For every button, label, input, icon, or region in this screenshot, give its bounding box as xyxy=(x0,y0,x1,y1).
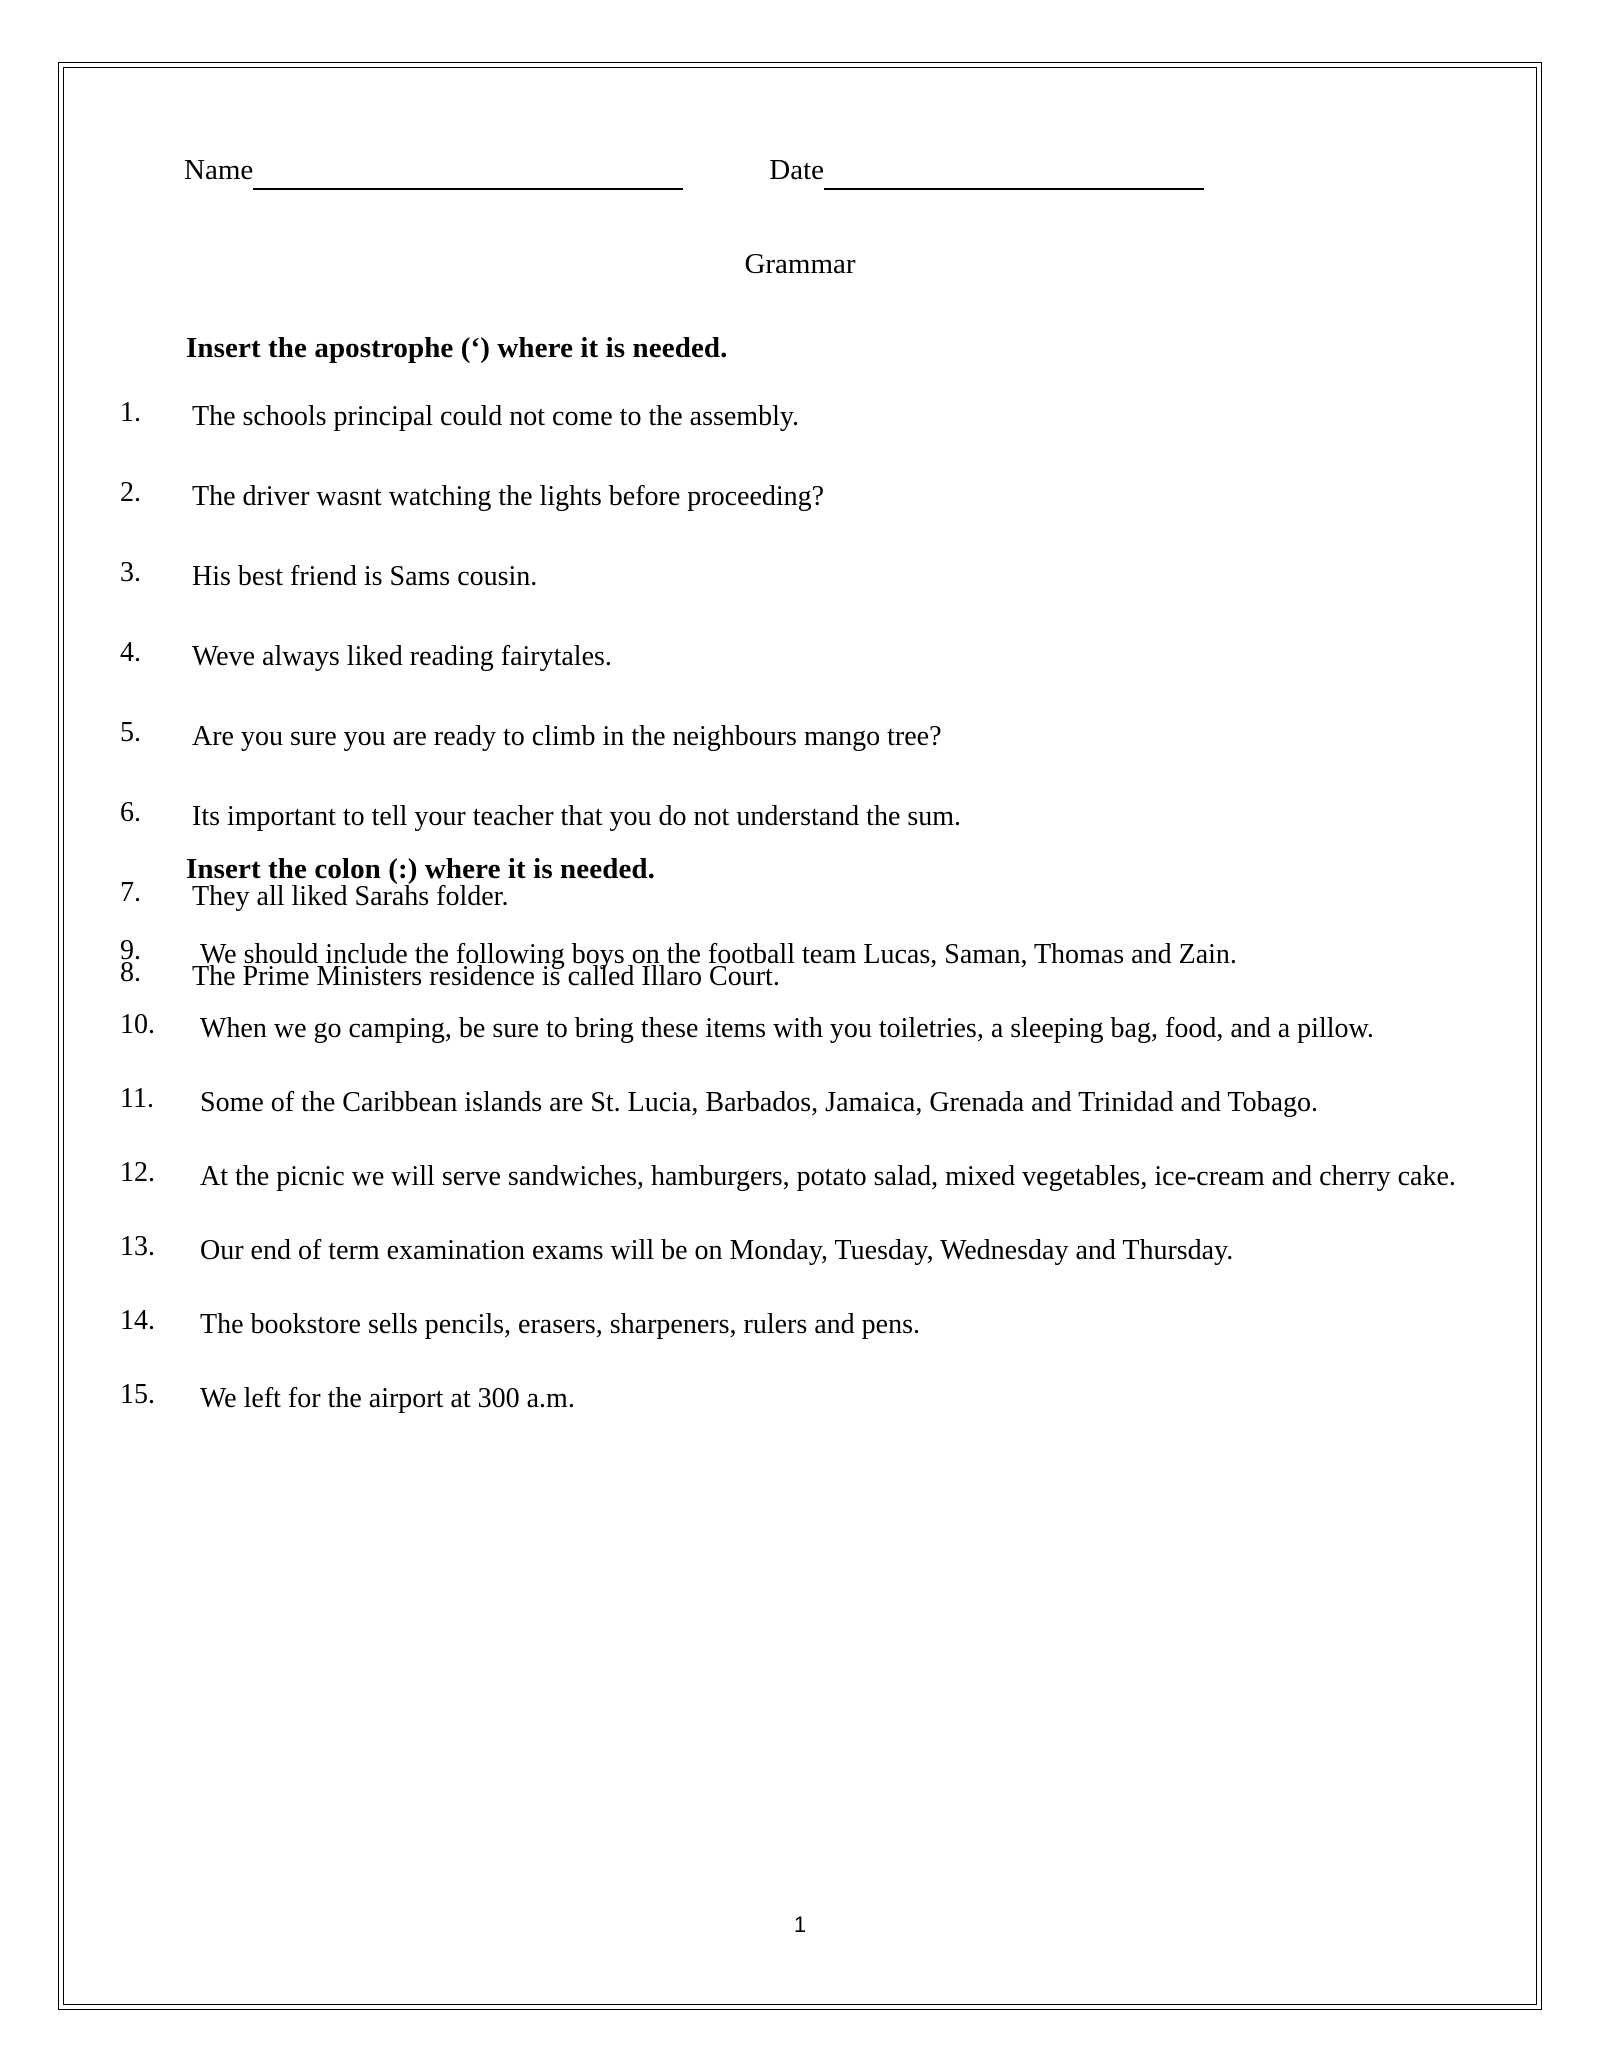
question-number: 3. xyxy=(120,557,141,588)
list-item xyxy=(64,555,1536,599)
question-text: When we go camping, be sure to bring these items with you toiletries, a sleeping bag, food, and a pillow. xyxy=(200,1013,1374,1044)
page-title: Grammar xyxy=(744,248,856,280)
name-label: Name xyxy=(184,154,254,186)
question-number: 11. xyxy=(120,1083,154,1114)
page-number: 1 xyxy=(793,1912,807,1937)
student-info-row xyxy=(184,150,1504,190)
question-text: The Prime Ministers residence is called Illaro Court. xyxy=(192,961,780,992)
question-text: His best friend is Sams cousin. xyxy=(192,561,538,592)
question-number: 8. xyxy=(120,957,141,988)
question-number: 12. xyxy=(120,1157,155,1188)
question-number: 9. xyxy=(120,935,141,966)
list-item xyxy=(64,475,1536,519)
list-item xyxy=(64,1303,1536,1347)
list-item xyxy=(64,395,1536,439)
question-text: The driver wasnt watching the lights before proceeding? xyxy=(192,481,825,512)
section-heading-colon: Insert the colon (:) where it is needed. xyxy=(186,853,656,885)
worksheet-page-border xyxy=(58,62,1542,2010)
question-text: Weve always liked reading fairytales. xyxy=(192,641,612,672)
question-number: 1. xyxy=(120,397,141,428)
list-item xyxy=(64,1081,1536,1125)
question-number: 5. xyxy=(120,717,141,748)
question-list-colon xyxy=(64,933,1536,1451)
question-number: 6. xyxy=(120,797,141,828)
question-text: They all liked Sarahs folder. xyxy=(192,881,509,912)
question-number: 13. xyxy=(120,1231,155,1262)
date-label: Date xyxy=(769,154,824,186)
worksheet-page-border-inner xyxy=(63,67,1537,2005)
question-text: Its important to tell your teacher that you do not understand the sum. xyxy=(192,801,962,832)
question-number: 15. xyxy=(120,1379,155,1410)
question-number: 10. xyxy=(120,1009,155,1040)
date-field[interactable] xyxy=(769,150,1204,190)
question-number: 14. xyxy=(120,1305,155,1336)
worksheet-content xyxy=(64,68,1536,2004)
question-text: We left for the airport at 300 a.m. xyxy=(200,1383,575,1414)
list-item xyxy=(64,795,1536,839)
date-write-line[interactable] xyxy=(824,160,1204,190)
list-item xyxy=(64,1007,1536,1051)
name-field[interactable] xyxy=(184,150,683,190)
section-heading-apostrophe: Insert the apostrophe (‘) where it is needed. xyxy=(186,332,728,364)
question-number: 7. xyxy=(120,877,141,908)
list-item xyxy=(64,1155,1536,1199)
question-text: We should include the following boys on the football team Lucas, Saman, Thomas and Zain. xyxy=(200,939,1237,970)
list-item xyxy=(64,1377,1536,1421)
list-item xyxy=(64,715,1536,759)
list-item xyxy=(64,933,1536,977)
question-text: Our end of term examination exams will be on Monday, Tuesday, Wednesday and Thursday. xyxy=(200,1235,1234,1266)
question-text: Are you sure you are ready to climb in the neighbours mango tree? xyxy=(192,721,942,752)
list-item xyxy=(64,1229,1536,1273)
question-text: The schools principal could not come to the assembly. xyxy=(192,401,800,432)
list-item xyxy=(64,635,1536,679)
question-number: 4. xyxy=(120,637,141,668)
question-number: 2. xyxy=(120,477,141,508)
name-write-line[interactable] xyxy=(253,160,683,190)
question-text: Some of the Caribbean islands are St. Lucia, Barbados, Jamaica, Grenada and Trinidad and Tobago. xyxy=(200,1087,1319,1118)
question-text: The bookstore sells pencils, erasers, sharpeners, rulers and pens. xyxy=(200,1309,921,1340)
question-text: At the picnic we will serve sandwiches, hamburgers, potato salad, mixed vegetables, ice-cream and cherry cake. xyxy=(200,1161,1456,1192)
